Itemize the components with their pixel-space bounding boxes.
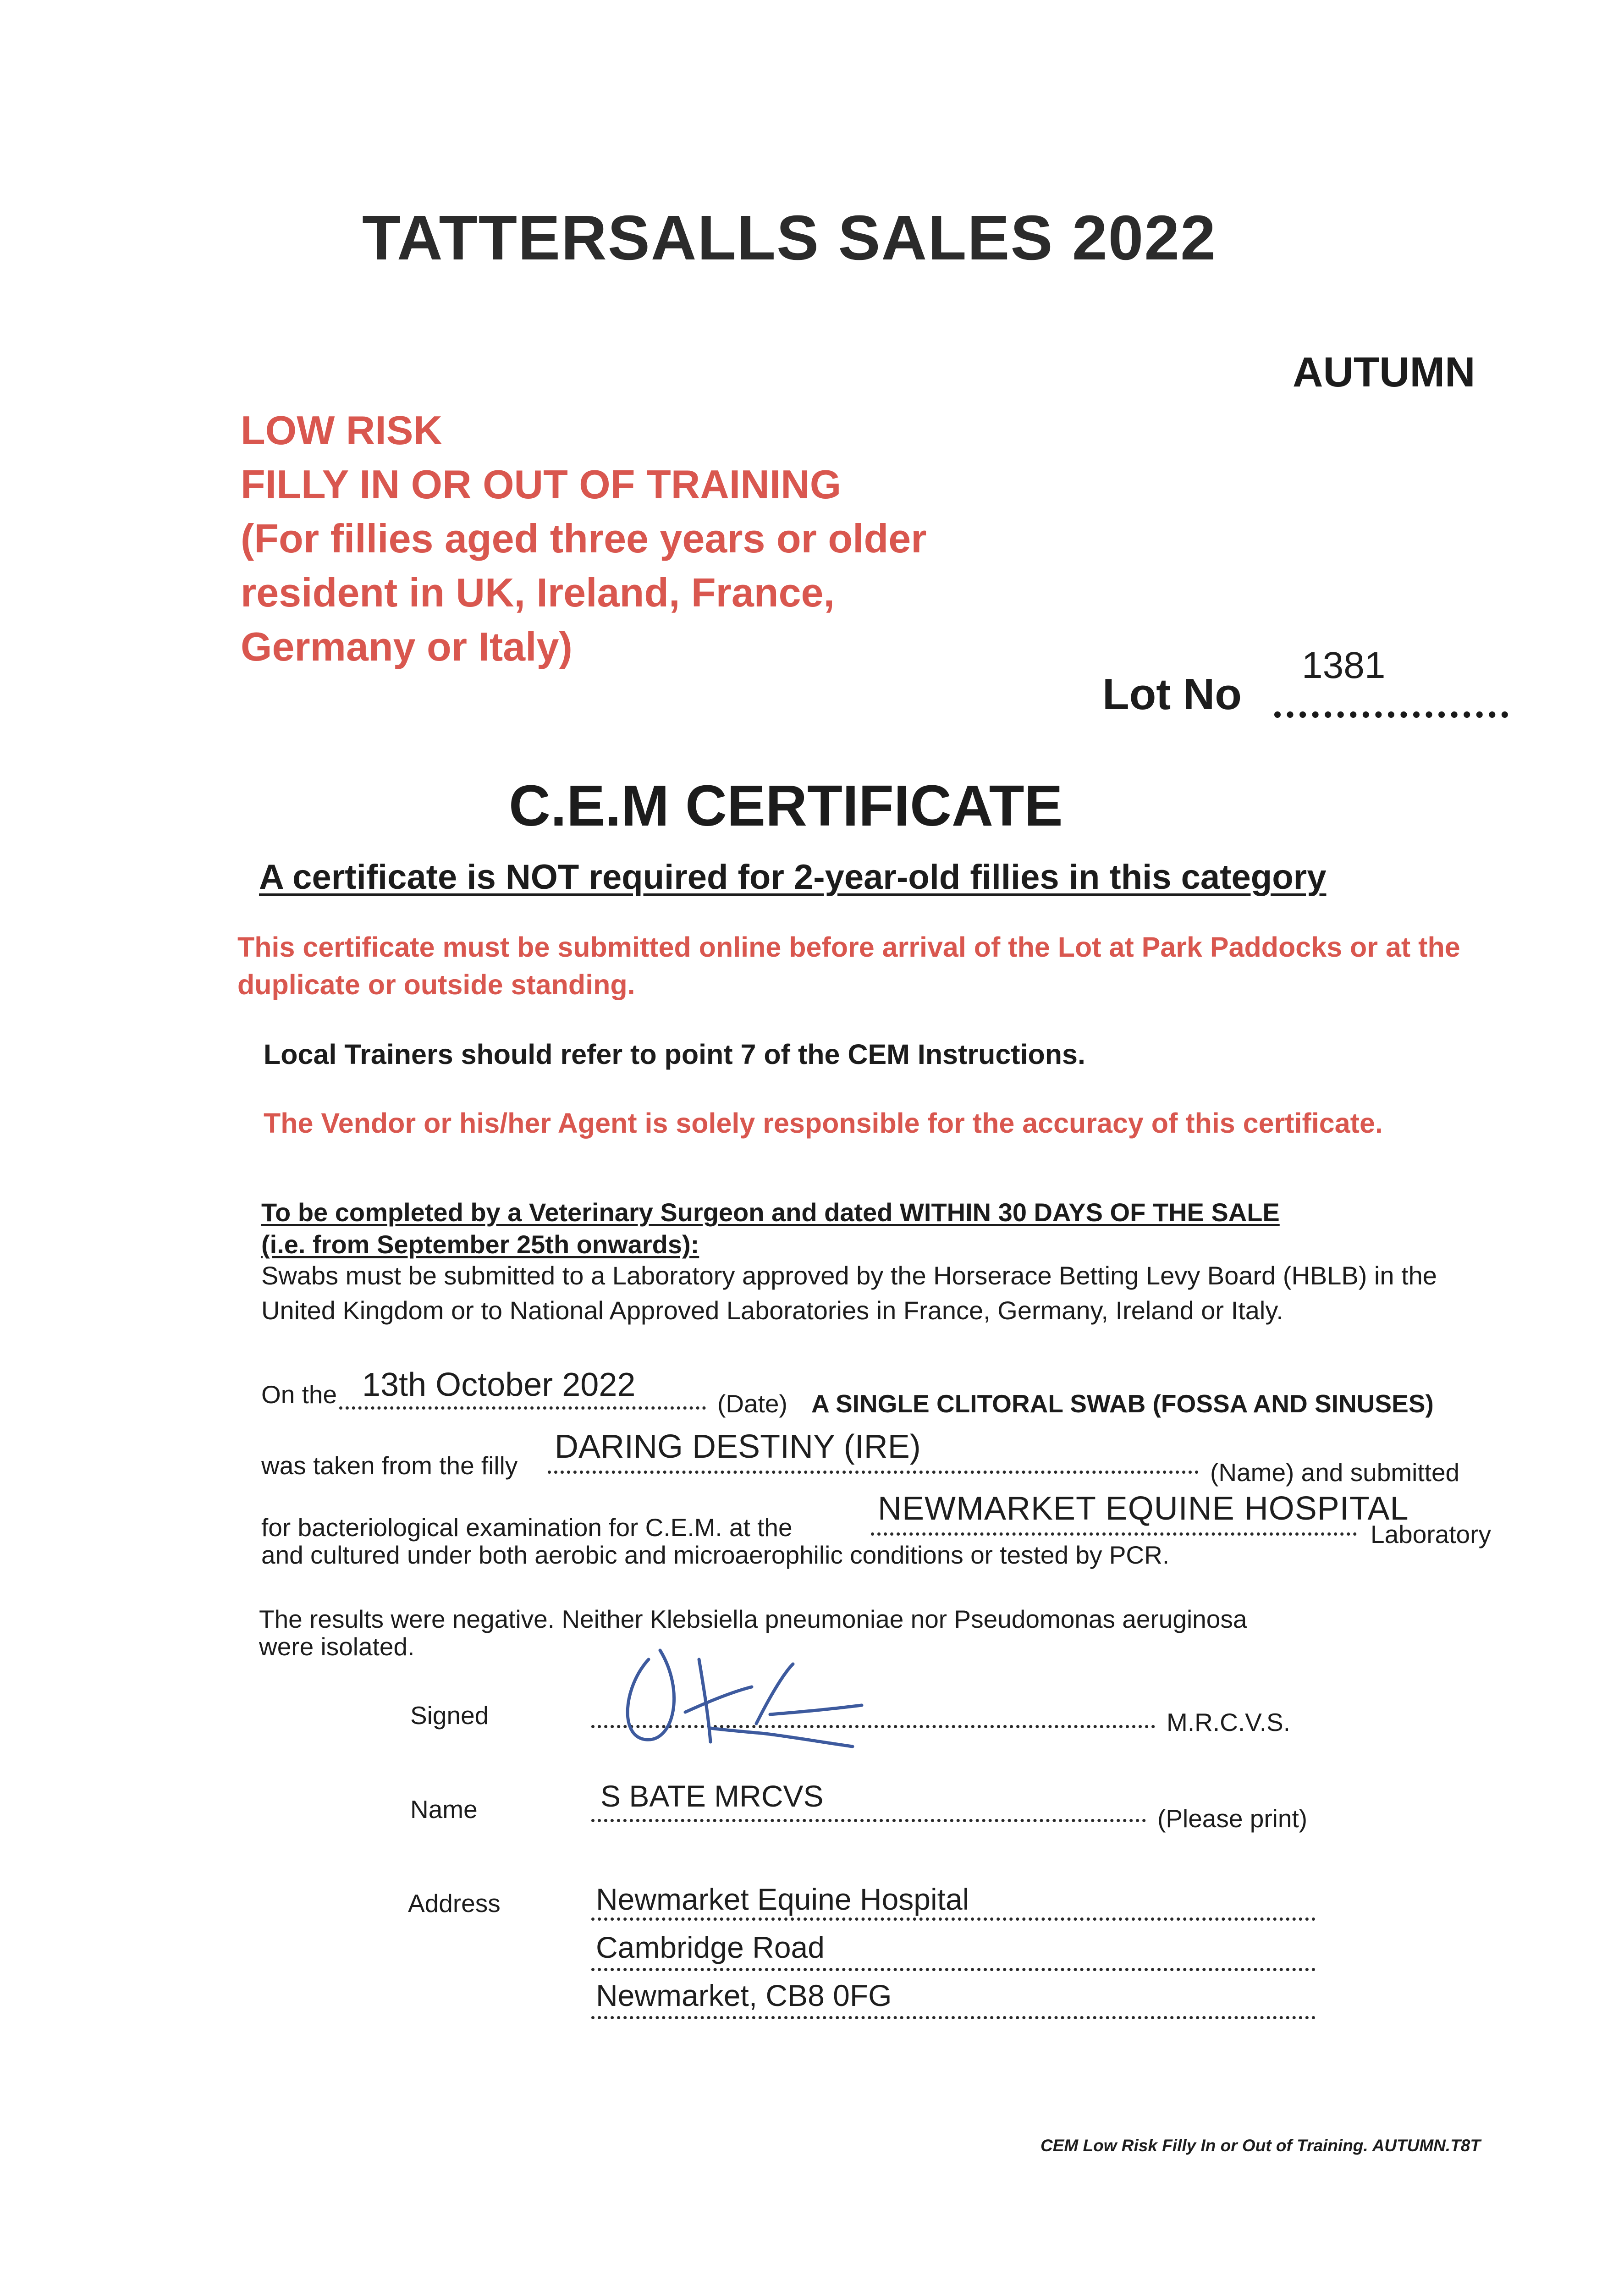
category-line: (For fillies aged three years or older bbox=[241, 516, 927, 561]
category-block bbox=[241, 403, 1295, 674]
completion-instructions-line: To be completed by a Veterinary Surgeon and dated WITHIN 30 DAYS OF THE SALE bbox=[261, 1198, 1280, 1227]
vet-name-value: S BATE MRCVS bbox=[600, 1779, 824, 1813]
not-required-note: A certificate is NOT required for 2-year-old fillies in this category bbox=[259, 858, 1327, 897]
vendor-responsibility-note: The Vendor or his/her Agent is solely responsible for the accuracy of this certificate. bbox=[264, 1107, 1383, 1139]
laboratory-name-value: NEWMARKET EQUINE HOSPITAL bbox=[878, 1490, 1409, 1527]
address-line-value: Newmarket Equine Hospital bbox=[596, 1882, 969, 1916]
swab-description: A SINGLE CLITORAL SWAB (FOSSA AND SINUSES) bbox=[811, 1389, 1434, 1418]
bacteriological-exam-label: for bacteriological examination for C.E.M. at the bbox=[261, 1513, 793, 1542]
certificate-title: C.E.M CERTIFICATE bbox=[509, 773, 1063, 838]
category-line: resident in UK, Ireland, France, bbox=[241, 570, 835, 615]
isolated-text: were isolated. bbox=[259, 1632, 415, 1661]
horse-name-label: (Name) and submitted bbox=[1210, 1458, 1460, 1487]
date-label: (Date) bbox=[717, 1389, 787, 1418]
category-line: Germany or Italy) bbox=[241, 624, 573, 669]
on-the-label: On the bbox=[261, 1380, 337, 1409]
online-submission-note: This certificate must be submitted online before arrival of the Lot at Park Paddocks or at the duplicate or outside standing. bbox=[237, 931, 1460, 1000]
address-label: Address bbox=[408, 1889, 501, 1917]
date-value: 13th October 2022 bbox=[362, 1366, 636, 1403]
completion-instructions bbox=[261, 1196, 1280, 1261]
laboratory-label: Laboratory bbox=[1371, 1520, 1491, 1548]
taken-from-label: was taken from the filly bbox=[261, 1451, 518, 1480]
please-print-label: (Please print) bbox=[1157, 1804, 1308, 1833]
signed-label: Signed bbox=[410, 1701, 489, 1730]
vet-name-label: Name bbox=[410, 1795, 478, 1824]
category-line: FILLY IN OR OUT OF TRAINING bbox=[241, 462, 842, 507]
season-label: AUTUMN bbox=[1293, 349, 1475, 396]
lot-number-value: 1381 bbox=[1302, 645, 1386, 686]
main-title: TATTERSALLS SALES 2022 bbox=[362, 203, 1217, 273]
completion-instructions-line: (i.e. from September 25th onwards): bbox=[261, 1230, 699, 1259]
local-trainers-note: Local Trainers should refer to point 7 of the CEM Instructions. bbox=[264, 1039, 1085, 1070]
address-line-value: Cambridge Road bbox=[596, 1930, 825, 1964]
handwritten-signature bbox=[605, 1632, 889, 1751]
lot-label: Lot No bbox=[1102, 670, 1242, 719]
category-line: LOW RISK bbox=[241, 408, 442, 453]
mrcvs-label: M.R.C.V.S. bbox=[1167, 1708, 1290, 1736]
swabs-note: Swabs must be submitted to a Laboratory approved by the Horserace Betting Levy Board (HBLB) in the United Kingdom or to National Approved Laboratories in France, Germany, Ireland or Italy. bbox=[261, 1261, 1437, 1325]
address-line-value: Newmarket, CB8 0FG bbox=[596, 1978, 892, 2012]
results-text: The results were negative. Neither Klebsiella pneumoniae nor Pseudomonas aeruginosa bbox=[259, 1605, 1247, 1633]
culture-conditions-text: and cultured under both aerobic and microaerophilic conditions or tested by PCR. bbox=[261, 1541, 1170, 1569]
footer-reference: CEM Low Risk Filly In or Out of Training. AUTUMN.T8T bbox=[1040, 2136, 1481, 2155]
horse-name-value: DARING DESTINY (IRE) bbox=[555, 1428, 921, 1465]
